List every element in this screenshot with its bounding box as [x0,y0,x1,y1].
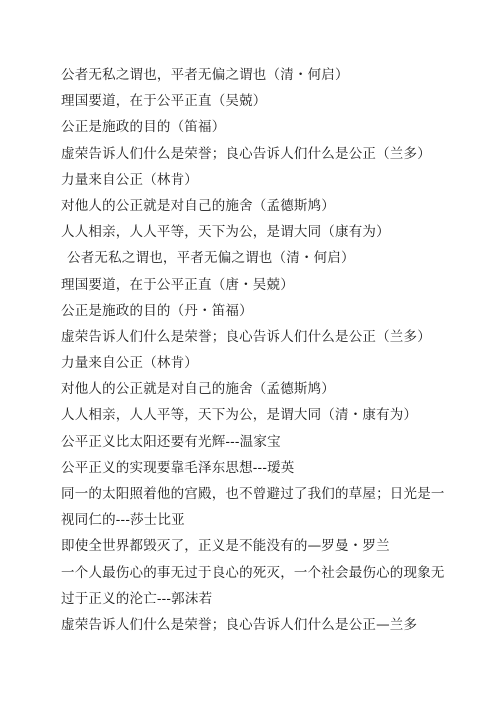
quote-line: 同一的太阳照着他的宫殿，也不曾避过了我们的草屋；日光是一 [61,486,445,502]
quote-line: 对他人的公正就是对自己的施舍（孟德斯鸠） [61,197,335,214]
quote-line: 力量来自公正（林肯） [61,171,198,188]
quote-line: 公平正义的实现要靠毛泽东思想---瑷英 [61,459,295,476]
quote-line: 虚荣告诉人们什么是荣誉；良心告诉人们什么是公正—兰多 [61,616,418,633]
quote-line: 公者无私之谓也，平者无偏之谓也（清・何启） [61,67,349,83]
quote-line: 视同仁的---莎士比亚 [61,512,185,529]
quote-line: 理国要道，在于公平正直（吴兢） [61,93,267,110]
quote-line: 理国要道，在于公平正直（唐・吴兢） [61,276,294,293]
quote-line: 公正是施政的目的（笛福） [61,119,226,136]
quote-line: 公正是施政的目的（丹・笛福） [61,302,253,319]
quote-line: 公平正义比太阳还要有光辉---温家宝 [61,433,281,450]
quote-list [61,62,461,638]
quote-line: 即使全世界都毁灭了，正义是不能没有的—罗曼・罗兰 [61,538,390,555]
quote-line: 过于正义的沦亡---郭沫若 [61,590,213,607]
quote-line: 人人相亲，人人平等，天下为公，是谓大同（清・康有为） [61,407,418,424]
quote-line: 一个人最伤心的事无过于良心的死灭，一个社会最伤心的现象无 [61,564,445,581]
quote-line: 人人相亲，人人平等，天下为公，是谓大同（康有为） [61,224,390,241]
quote-line: 力量来自公正（林肯） [61,355,198,372]
quote-line: 虚荣告诉人们什么是荣誉；良心告诉人们什么是公正（兰多） [61,145,431,162]
quote-line: 虚荣告诉人们什么是荣誉；良心告诉人们什么是公正（兰多） [61,328,431,345]
quote-line: 对他人的公正就是对自己的施舍（孟德斯鸠） [61,381,335,398]
quote-line: 公者无私之谓也，平者无偏之谓也（清・何启） [67,250,355,267]
